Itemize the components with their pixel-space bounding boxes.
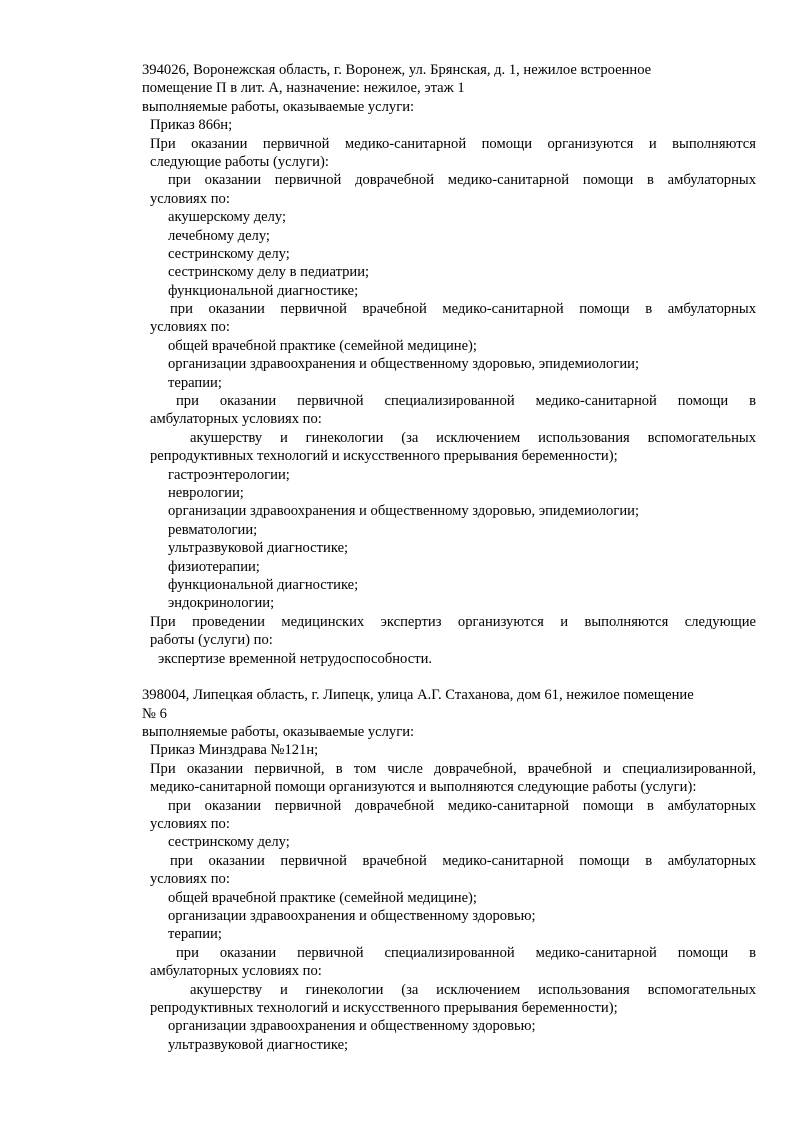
- text-line: сестринскому делу;: [168, 245, 290, 262]
- text-line: репродуктивных технологий и искусственного прерывания беременности);: [150, 999, 618, 1016]
- text-line: сестринскому делу;: [168, 834, 290, 851]
- document-body: [142, 61, 756, 1054]
- text-line: общей врачебной практике (семейной медицине);: [168, 889, 477, 906]
- text-line: функциональной диагностике;: [168, 282, 359, 299]
- address-section: [142, 686, 756, 1054]
- section-spacer: [142, 668, 756, 686]
- text-line: ультразвуковой диагностике;: [168, 1036, 349, 1053]
- text-line: при оказании первичной специализированной медико-санитарной помощи в: [176, 393, 756, 410]
- text-line: при оказании первичной доврачебной медико-санитарной помощи в амбулаторных: [168, 172, 756, 189]
- text-line: амбулаторных условиях по:: [150, 963, 322, 980]
- text-line: общей врачебной практике (семейной медицине);: [168, 337, 477, 354]
- text-line: выполняемые работы, оказываемые услуги:: [142, 724, 415, 741]
- address-section: [142, 61, 756, 668]
- text-line: При оказании первичной, в том числе доврачебной, врачебной и специализированной,: [150, 760, 756, 777]
- text-line: эндокринологии;: [168, 595, 275, 612]
- text-line: гастроэнтерологии;: [168, 466, 290, 483]
- text-line: сестринскому делу в педиатрии;: [168, 264, 370, 281]
- text-line: организации здравоохранения и общественному здоровью, эпидемиологии;: [168, 356, 640, 373]
- text-line: условиях по:: [150, 190, 230, 207]
- text-line: медико-санитарной помощи организуются и выполняются следующие работы (услуги):: [150, 779, 697, 796]
- text-line: При оказании первичной медико-санитарной помощи организуются и выполняются: [150, 135, 756, 152]
- text-line: ревматологии;: [168, 521, 258, 538]
- text-line: акушерству и гинекологии (за исключением использования вспомогательных: [190, 981, 756, 998]
- text-line: условиях по:: [150, 319, 230, 336]
- text-line: при оказании первичной врачебной медико-санитарной помощи в амбулаторных: [170, 852, 756, 869]
- text-line: терапии;: [168, 926, 222, 943]
- text-line: при оказании первичной специализированной медико-санитарной помощи в: [176, 944, 756, 961]
- text-line: Приказ Минздрава №121н;: [150, 742, 319, 759]
- text-line: лечебному делу;: [168, 227, 270, 244]
- text-line: выполняемые работы, оказываемые услуги:: [142, 98, 415, 115]
- text-line: амбулаторных условиях по:: [150, 411, 322, 428]
- text-line: физиотерапии;: [168, 558, 260, 575]
- text-line: условиях по:: [150, 871, 230, 888]
- text-line: акушерству и гинекологии (за исключением использования вспомогательных: [190, 429, 756, 446]
- text-line: неврологии;: [168, 484, 244, 501]
- address-line: 394026, Воронежская область, г. Воронеж, ул. Брянская, д. 1, нежилое встроенное: [142, 62, 652, 78]
- text-line: организации здравоохранения и общественному здоровью, эпидемиологии;: [168, 503, 640, 520]
- text-line: помещение П в лит. А, назначение: нежилое, этаж 1: [142, 80, 465, 97]
- text-line: ультразвуковой диагностике;: [168, 540, 349, 557]
- text-line: № 6: [142, 705, 167, 722]
- text-line: организации здравоохранения и общественному здоровью;: [168, 907, 536, 924]
- text-line: При проведении медицинских экспертиз организуются и выполняются следующие: [150, 613, 756, 630]
- text-line: следующие работы (услуги):: [150, 153, 329, 170]
- text-line: работы (услуги) по:: [150, 632, 273, 649]
- text-line: при оказании первичной врачебной медико-санитарной помощи в амбулаторных: [170, 301, 756, 318]
- text-line: Приказ 866н;: [150, 117, 233, 134]
- text-line: репродуктивных технологий и искусственного прерывания беременности);: [150, 448, 618, 465]
- text-line: организации здравоохранения и общественному здоровью;: [168, 1018, 536, 1035]
- text-line: при оказании первичной доврачебной медико-санитарной помощи в амбулаторных: [168, 797, 756, 814]
- text-line: терапии;: [168, 374, 222, 391]
- text-line: экспертизе временной нетрудоспособности.: [158, 650, 433, 667]
- text-line: условиях по:: [150, 816, 230, 833]
- text-line: акушерскому делу;: [168, 209, 287, 226]
- address-line: 398004, Липецкая область, г. Липецк, улица А.Г. Стаханова, дом 61, нежилое помещение: [142, 687, 694, 704]
- text-line: функциональной диагностике;: [168, 576, 359, 593]
